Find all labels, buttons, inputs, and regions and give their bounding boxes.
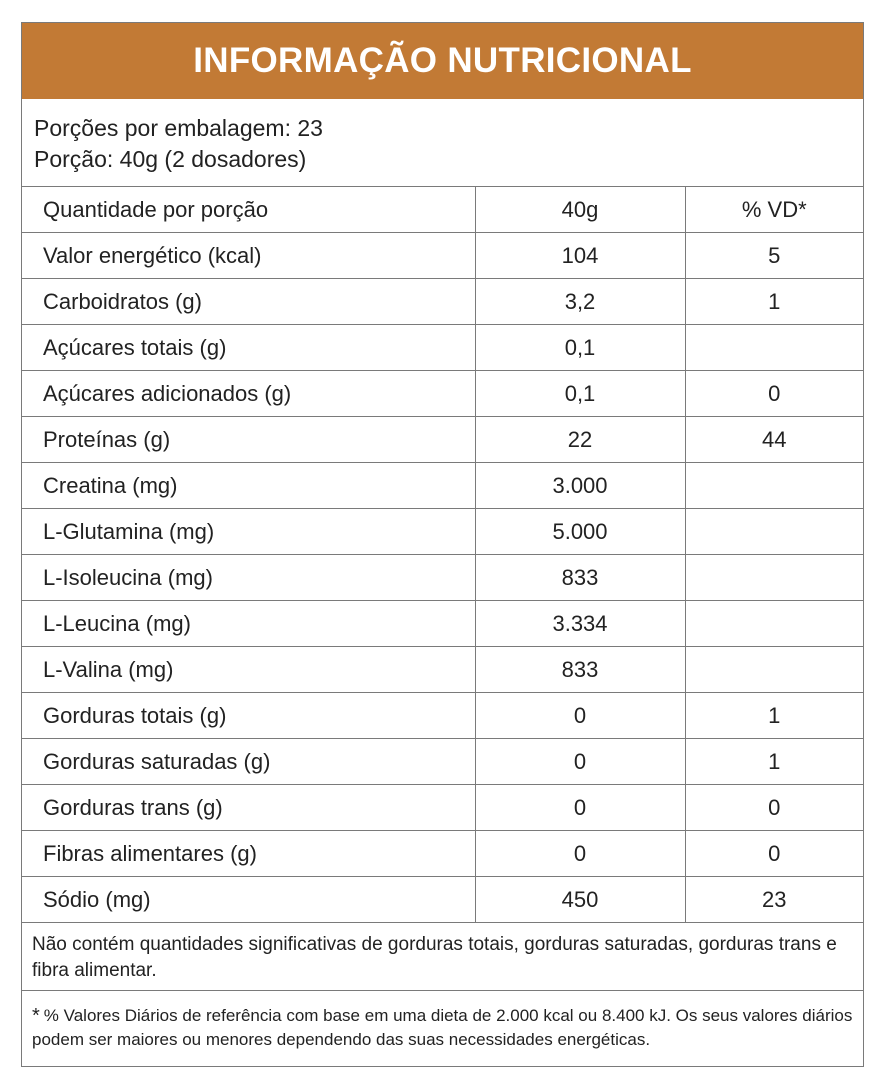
nutrient-amount: 0 [475, 785, 685, 831]
nutrient-amount: 0,1 [475, 325, 685, 371]
note-daily-values: % Valores Diários de referência com base em uma dieta de 2.000 kcal ou 8.400 kJ. Os seus valores diários podem ser maiores ou menores dependendo das suas necessidades energéticas. [32, 1006, 853, 1049]
nutrient-name: Valor energético (kcal) [22, 233, 475, 279]
nutrient-name: Açúcares adicionados (g) [22, 371, 475, 417]
portion-size: Porção: 40g (2 dosadores) [34, 146, 307, 172]
nutrient-name: Fibras alimentares (g) [22, 831, 475, 877]
note-daily-values-block [22, 991, 863, 1052]
nutrient-amount: 40g [475, 187, 685, 233]
nutrient-daily-value: 44 [685, 417, 863, 463]
nutrient-amount: 0 [475, 739, 685, 785]
table-row [22, 647, 863, 693]
nutrient-amount: 0,1 [475, 371, 685, 417]
nutrient-daily-value: 5 [685, 233, 863, 279]
nutrient-amount: 104 [475, 233, 685, 279]
nutrient-name: L-Valina (mg) [22, 647, 475, 693]
note-insignificant: Não contém quantidades significativas de gorduras totais, gorduras saturadas, gorduras trans e fibra alimentar. [22, 923, 863, 991]
nutrient-name: Quantidade por porção [22, 187, 475, 233]
nutrient-amount: 3,2 [475, 279, 685, 325]
nutrient-name: L-Glutamina (mg) [22, 509, 475, 555]
nutrient-amount: 3.334 [475, 601, 685, 647]
nutrient-name: L-Isoleucina (mg) [22, 555, 475, 601]
nutrient-amount: 22 [475, 417, 685, 463]
table-row [22, 555, 863, 601]
nutrient-daily-value: 0 [685, 371, 863, 417]
nutrition-facts-panel [21, 22, 864, 1067]
nutrient-amount: 833 [475, 555, 685, 601]
portion-info [22, 99, 863, 187]
table-row [22, 325, 863, 371]
table-row [22, 371, 863, 417]
nutrient-daily-value: 1 [685, 279, 863, 325]
nutrient-name: Gorduras trans (g) [22, 785, 475, 831]
nutrient-daily-value: 0 [685, 785, 863, 831]
nutrient-name: Carboidratos (g) [22, 279, 475, 325]
nutrient-amount: 5.000 [475, 509, 685, 555]
nutrient-daily-value: % VD* [685, 187, 863, 233]
table-row [22, 693, 863, 739]
table-row [22, 831, 863, 877]
nutrient-daily-value [685, 647, 863, 693]
nutrient-daily-value [685, 509, 863, 555]
nutrient-daily-value: 1 [685, 693, 863, 739]
nutrient-name: L-Leucina (mg) [22, 601, 475, 647]
nutrition-title: INFORMAÇÃO NUTRICIONAL [22, 23, 863, 99]
portions-per-package: Porções por embalagem: 23 [34, 115, 323, 141]
table-row [22, 601, 863, 647]
table-row [22, 279, 863, 325]
nutrient-amount: 833 [475, 647, 685, 693]
table-row [22, 463, 863, 509]
table-row [22, 233, 863, 279]
table-row [22, 509, 863, 555]
nutrient-name: Proteínas (g) [22, 417, 475, 463]
table-row [22, 187, 863, 233]
nutrient-amount: 450 [475, 877, 685, 923]
nutrient-amount: 0 [475, 693, 685, 739]
nutrient-name: Açúcares totais (g) [22, 325, 475, 371]
nutrient-amount: 3.000 [475, 463, 685, 509]
nutrient-amount: 0 [475, 831, 685, 877]
table-row [22, 877, 863, 923]
nutrient-name: Gorduras totais (g) [22, 693, 475, 739]
nutrient-name: Creatina (mg) [22, 463, 475, 509]
asterisk: * [32, 1005, 40, 1027]
nutrient-daily-value [685, 601, 863, 647]
nutrient-daily-value: 1 [685, 739, 863, 785]
nutrient-daily-value: 23 [685, 877, 863, 923]
nutrition-table [22, 187, 863, 923]
nutrient-name: Sódio (mg) [22, 877, 475, 923]
nutrient-daily-value [685, 463, 863, 509]
nutrient-daily-value: 0 [685, 831, 863, 877]
table-row [22, 785, 863, 831]
nutrient-daily-value [685, 555, 863, 601]
table-row [22, 417, 863, 463]
table-row [22, 739, 863, 785]
nutrient-name: Gorduras saturadas (g) [22, 739, 475, 785]
nutrient-daily-value [685, 325, 863, 371]
